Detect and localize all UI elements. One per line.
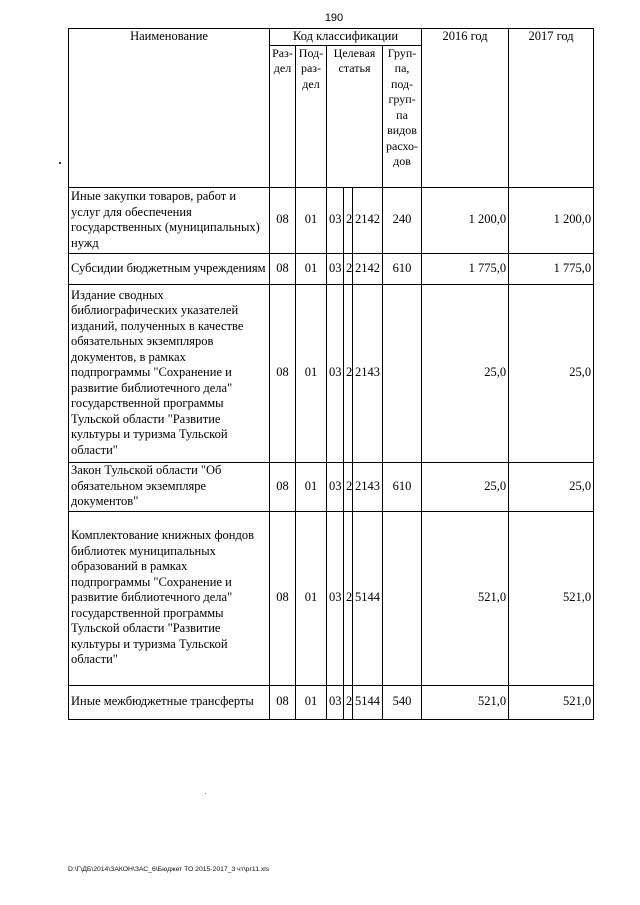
row-target-subprogram-cell: 2 bbox=[344, 253, 353, 284]
row-name-cell: Издание сводных библиографических указателей изданий, полученных в качестве обязательных экземпляров документов, в рамках подпрограммы "Сохранение и развитие библиотечного дела" государственной программы Тульской области "Развитие культуры и туризма Тульской области" bbox=[69, 284, 270, 462]
header-name: Наименование bbox=[69, 29, 270, 188]
row-expense-type-cell: 610 bbox=[383, 462, 422, 511]
row-target-program-cell: 03 bbox=[327, 511, 344, 685]
row-target-program-cell: 03 bbox=[327, 284, 344, 462]
row-amount-2017-cell: 25,0 bbox=[509, 462, 594, 511]
row-amount-2016-cell: 25,0 bbox=[422, 284, 509, 462]
row-amount-2017-cell: 1 200,0 bbox=[509, 187, 594, 253]
row-podrazdel-cell: 01 bbox=[296, 685, 327, 719]
row-amount-2017-cell: 1 775,0 bbox=[509, 253, 594, 284]
row-amount-2017-cell: 25,0 bbox=[509, 284, 594, 462]
row-podrazdel-cell: 01 bbox=[296, 253, 327, 284]
row-name-cell: Иные межбюджетные трансферты bbox=[69, 685, 270, 719]
row-target-item-cell: 5144 bbox=[353, 685, 383, 719]
row-razdel-cell: 08 bbox=[270, 253, 296, 284]
table-row bbox=[69, 187, 594, 253]
header-celevaya-statya: Целевая статья bbox=[327, 45, 383, 187]
table-row bbox=[69, 462, 594, 511]
row-target-subprogram-cell: 2 bbox=[344, 511, 353, 685]
table-row bbox=[69, 511, 594, 685]
scan-speck bbox=[205, 793, 206, 794]
header-gruppa-vidov: Груп- па, под- груп- па видов расхо- дов bbox=[383, 45, 422, 187]
header-year-2016: 2016 год bbox=[422, 29, 509, 188]
row-target-program-cell: 03 bbox=[327, 685, 344, 719]
row-amount-2016-cell: 1 200,0 bbox=[422, 187, 509, 253]
budget-table bbox=[68, 28, 594, 720]
row-podrazdel-cell: 01 bbox=[296, 462, 327, 511]
row-target-subprogram-cell: 2 bbox=[344, 685, 353, 719]
header-classification: Код классификации bbox=[270, 29, 422, 46]
row-target-item-cell: 5144 bbox=[353, 511, 383, 685]
row-expense-type-cell: 610 bbox=[383, 253, 422, 284]
row-amount-2017-cell: 521,0 bbox=[509, 511, 594, 685]
row-razdel-cell: 08 bbox=[270, 187, 296, 253]
footer-file-path: D:\Г\ДБ\2014\ЗАКОН\ЗАС_6\Бюджет ТО 2015-2017_3 чт\рг11.xls bbox=[68, 866, 270, 873]
row-name-cell: Субсидии бюджетным учреждениям bbox=[69, 253, 270, 284]
row-target-subprogram-cell: 2 bbox=[344, 462, 353, 511]
row-target-program-cell: 03 bbox=[327, 462, 344, 511]
row-target-subprogram-cell: 2 bbox=[344, 284, 353, 462]
row-target-program-cell: 03 bbox=[327, 187, 344, 253]
table-row bbox=[69, 284, 594, 462]
row-expense-type-cell bbox=[383, 284, 422, 462]
row-amount-2016-cell: 25,0 bbox=[422, 462, 509, 511]
row-target-item-cell: 2143 bbox=[353, 462, 383, 511]
header-podrazdel: Под- раз- дел bbox=[296, 45, 327, 187]
row-target-item-cell: 2142 bbox=[353, 187, 383, 253]
scan-speck bbox=[59, 162, 61, 164]
row-target-program-cell: 03 bbox=[327, 253, 344, 284]
row-name-cell: Иные закупки товаров, работ и услуг для обеспечения государственных (муниципальных) нужд bbox=[69, 187, 270, 253]
table-row bbox=[69, 253, 594, 284]
row-name-cell: Закон Тульской области "Об обязательном экземпляре документов" bbox=[69, 462, 270, 511]
row-podrazdel-cell: 01 bbox=[296, 511, 327, 685]
row-target-subprogram-cell: 2 bbox=[344, 187, 353, 253]
row-razdel-cell: 08 bbox=[270, 462, 296, 511]
row-name-cell: Комплектование книжных фондов библиотек муниципальных образований в рамках подпрограммы "Сохранение и развитие библиотечного дела" государственной программы Тульской области "Развитие культуры и туризма Тульской области" bbox=[69, 511, 270, 685]
row-expense-type-cell bbox=[383, 511, 422, 685]
row-amount-2016-cell: 521,0 bbox=[422, 685, 509, 719]
row-target-item-cell: 2143 bbox=[353, 284, 383, 462]
row-razdel-cell: 08 bbox=[270, 685, 296, 719]
row-razdel-cell: 08 bbox=[270, 284, 296, 462]
row-razdel-cell: 08 bbox=[270, 511, 296, 685]
row-amount-2016-cell: 521,0 bbox=[422, 511, 509, 685]
row-target-item-cell: 2142 bbox=[353, 253, 383, 284]
table-row bbox=[69, 685, 594, 719]
row-expense-type-cell: 240 bbox=[383, 187, 422, 253]
row-amount-2016-cell: 1 775,0 bbox=[422, 253, 509, 284]
row-podrazdel-cell: 01 bbox=[296, 284, 327, 462]
row-expense-type-cell: 540 bbox=[383, 685, 422, 719]
header-razdel: Раз- дел bbox=[270, 45, 296, 187]
page-number: 190 bbox=[324, 12, 344, 24]
row-podrazdel-cell: 01 bbox=[296, 187, 327, 253]
header-year-2017: 2017 год bbox=[509, 29, 594, 188]
row-amount-2017-cell: 521,0 bbox=[509, 685, 594, 719]
